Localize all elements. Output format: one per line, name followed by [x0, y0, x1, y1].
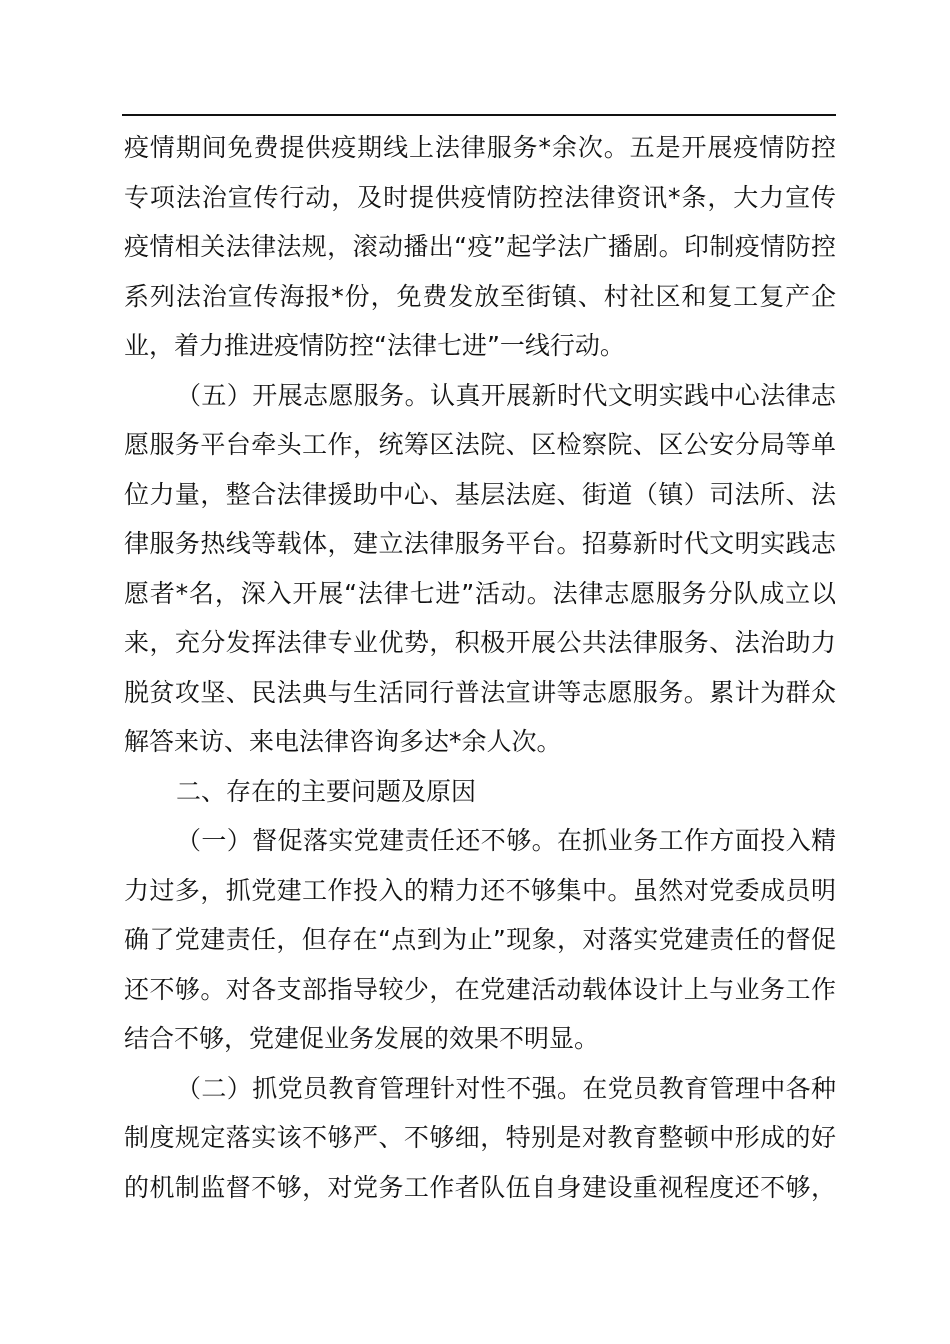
- paragraph-heading-2: （二）抓党员教育管理针对性不强。在党员教育管理中各种: [176, 1073, 836, 1103]
- text-line: 结合不够，党建促业务发展的效果不明显。: [124, 1024, 600, 1053]
- text-line: 的机制监督不够，对党务工作者队伍自身建设重视程度还不够，: [124, 1172, 836, 1202]
- text-line: 专项法治宣传行动，及时提供疫情防控法律资讯*条，大力宣传: [124, 182, 836, 212]
- text-line: 力过多，抓党建工作投入的精力还不够集中。虽然对党委成员明: [124, 875, 836, 905]
- text-line: 愿者*名，深入开展“法律七进”活动。法律志愿服务分队成立以: [124, 578, 836, 608]
- text-line: 还不够。对各支部指导较少，在党建活动载体设计上与业务工作: [124, 974, 836, 1004]
- text-line: 位力量，整合法律援助中心、基层法庭、街道（镇）司法所、法: [124, 479, 836, 509]
- text-line: 疫情相关法律法规，滚动播出“疫”起学法广播剧。印制疫情防控: [124, 232, 836, 261]
- text-line: 脱贫攻坚、民法典与生活同行普法宣讲等志愿服务。累计为群众: [124, 677, 836, 707]
- text-line: 确了党建责任，但存在“点到为止”现象，对落实党建责任的督促: [124, 925, 836, 954]
- text-line: 系列法治宣传海报*份，免费发放至街镇、村社区和复工复产企: [124, 281, 836, 311]
- text-line: 制度规定落实该不够严、不够细，特别是对教育整顿中形成的好: [124, 1123, 836, 1152]
- section-heading-2: 二、存在的主要问题及原因: [176, 776, 477, 806]
- text-line: 来，充分发挥法律专业优势，积极开展公共法律服务、法治助力: [124, 628, 836, 657]
- text-line: 疫情期间免费提供疫期线上法律服务*余次。五是开展疫情防控: [124, 133, 836, 162]
- paragraph-heading-1: （一）督促落实党建责任还不够。在抓业务工作方面投入精: [176, 826, 836, 855]
- paragraph-heading-5: （五）开展志愿服务。认真开展新时代文明实践中心法律志: [176, 380, 836, 410]
- text-line: 律服务热线等载体，建立法律服务平台。招募新时代文明实践志: [124, 529, 836, 558]
- text-line: 业，着力推进疫情防控“法律七进”一线行动。: [124, 331, 625, 360]
- header-rule: [122, 114, 836, 116]
- text-line: 解答来访、来电法律咨询多达*余人次。: [124, 727, 562, 756]
- text-line: 愿服务平台牵头工作，统筹区法院、区检察院、区公安分局等单: [124, 430, 836, 459]
- document-body: [124, 123, 836, 1212]
